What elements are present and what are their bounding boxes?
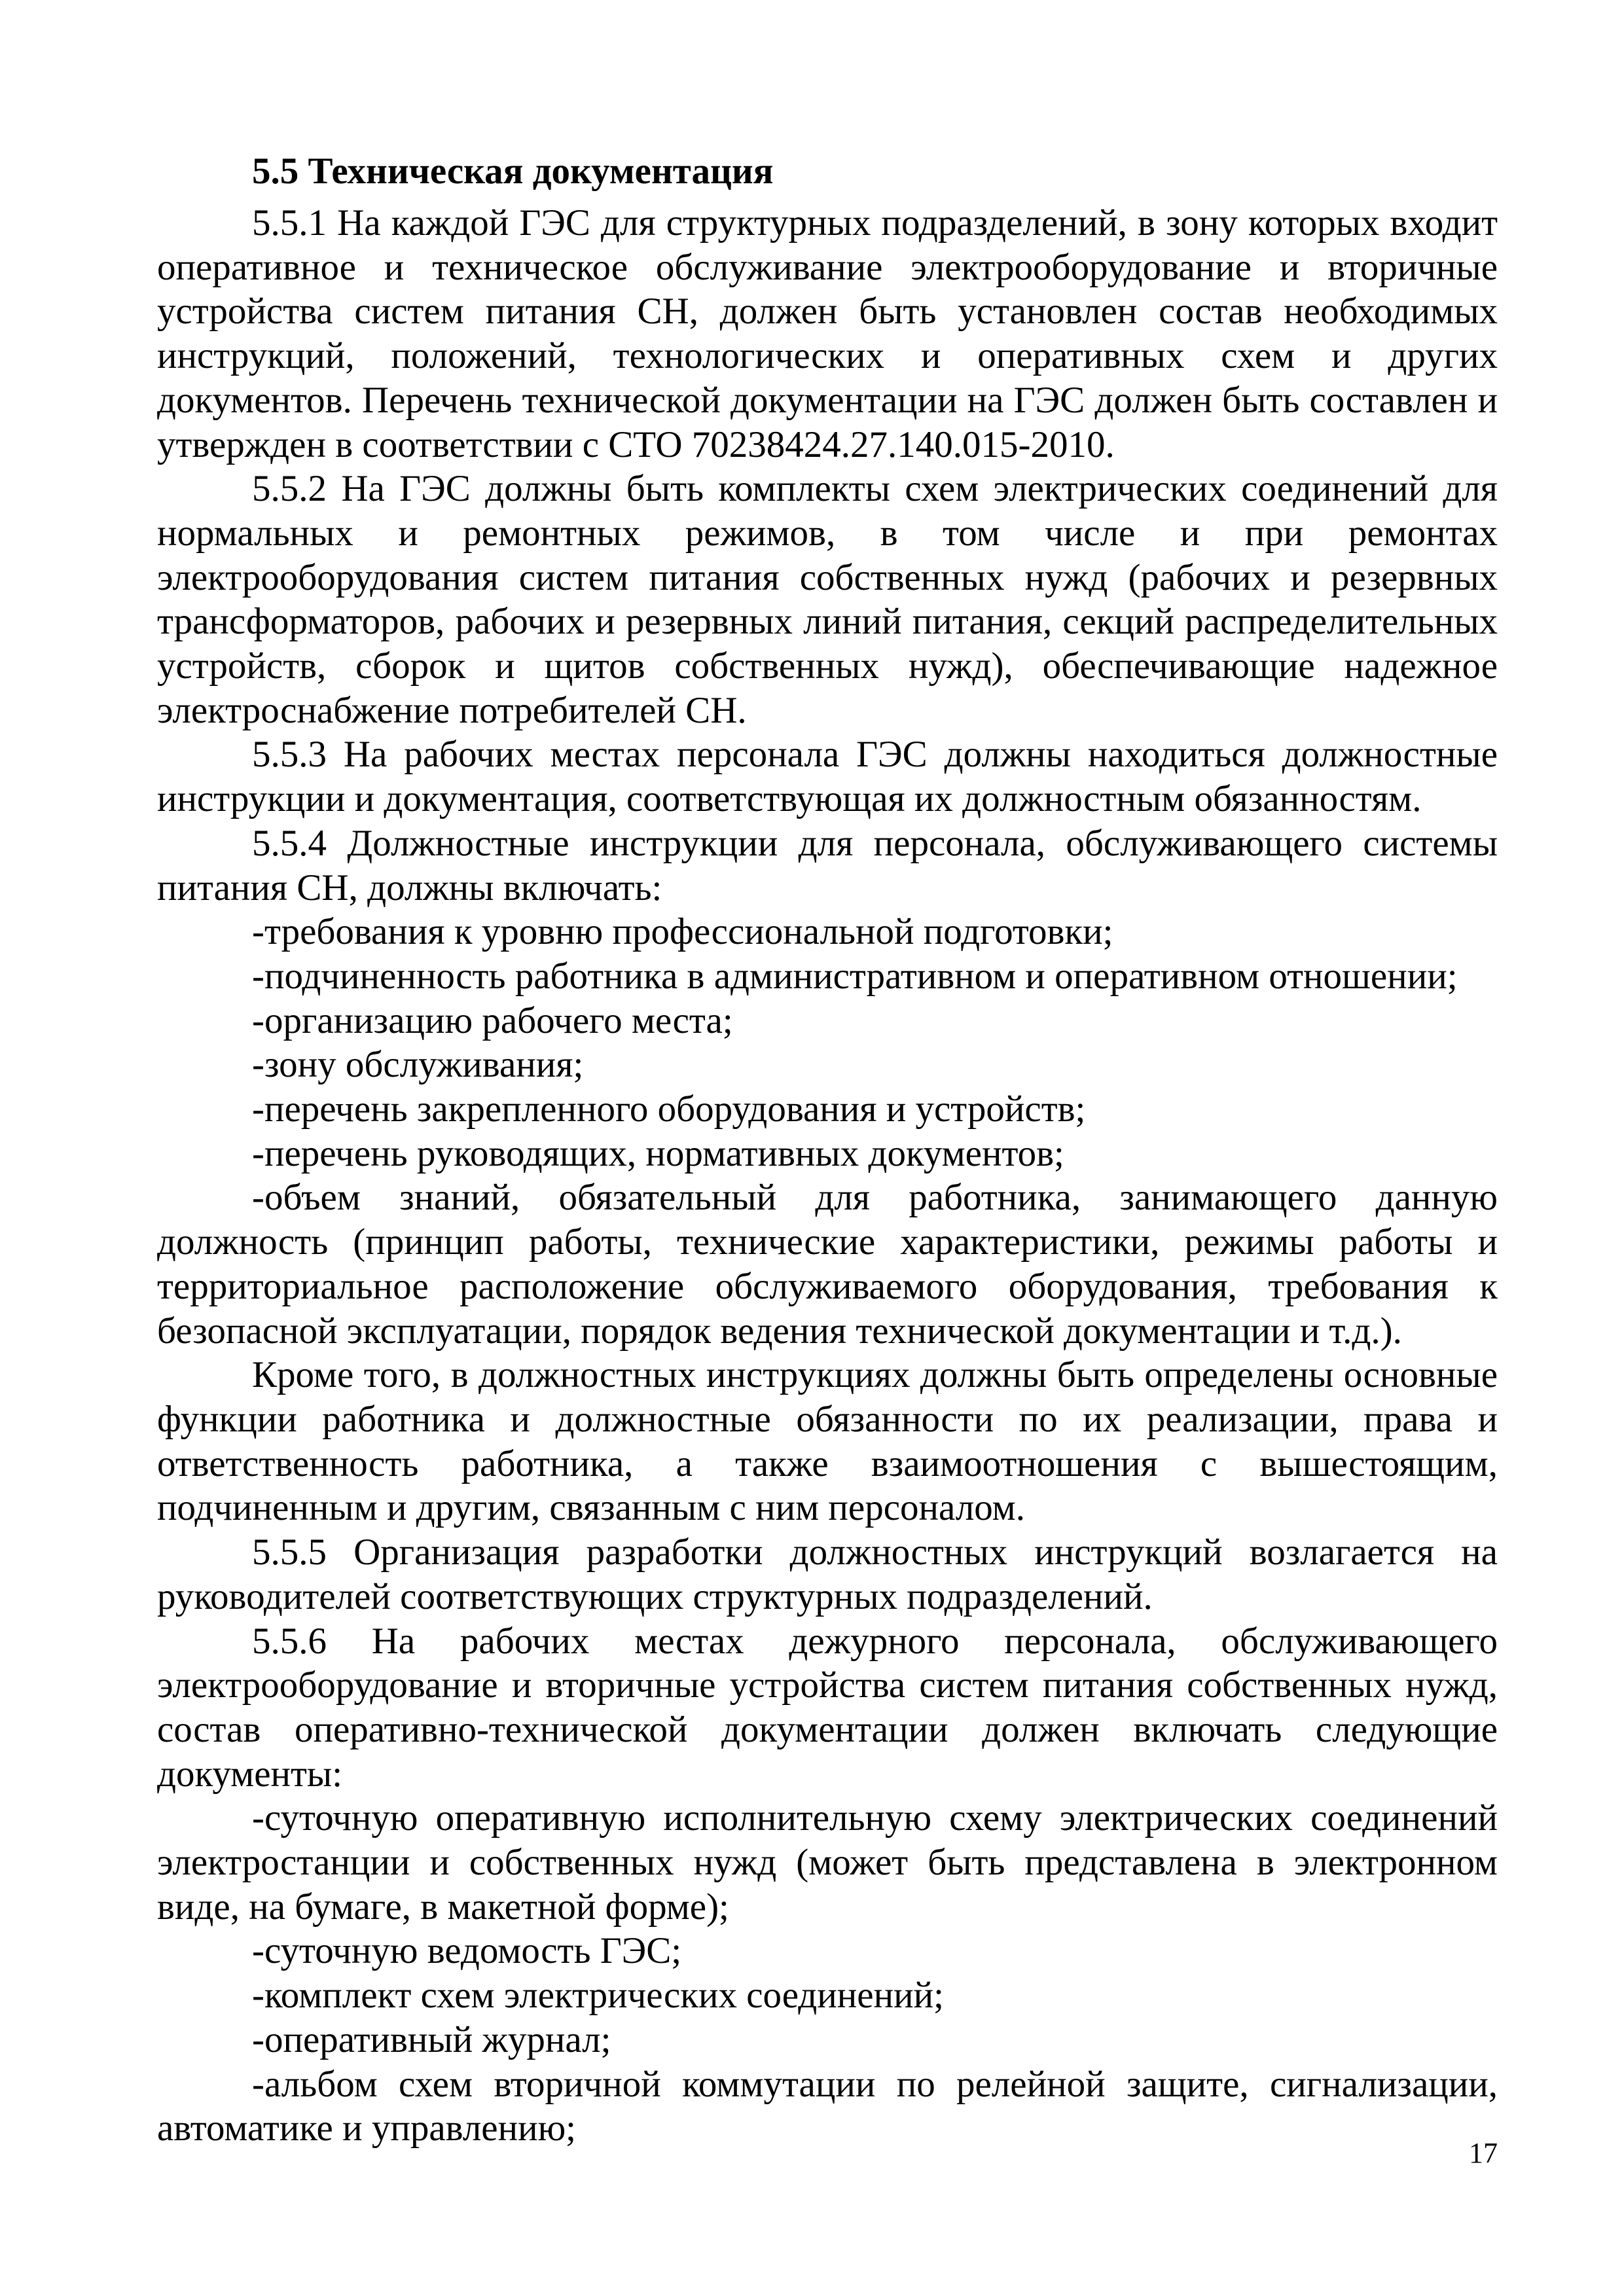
paragraph-additional: Кроме того, в должностных инструкциях должны быть определены основные функции работника и должностные обязанности по их реализации, права и ответственность работника, а также взаимоотношения с вышестоящим, подчиненным и другим, связанным с ним персоналом. [157, 1354, 1498, 1529]
paragraph-5-5-6: 5.5.6 На рабочих местах дежурного персонала, обслуживающего электрооборудование и вторичные устройства систем питания собственных нужд, состав оперативно-технической документации должен включать следующие документы: [157, 1620, 1498, 1795]
list-item: -оперативный журнал; [252, 2018, 611, 2060]
list-item: -суточную оперативную исполнительную схему электрических соединений электростанции и собственных нужд (может быть представлена в электронном виде, на бумаге, в макетной форме); [157, 1797, 1498, 1928]
page-body [157, 149, 1498, 2151]
list-item: -организацию рабочего места; [252, 999, 733, 1041]
list-item: -объем знаний, обязательный для работника, занимающего данную должность (принцип работы, технические характеристики, режимы работы и территориальное расположение обслуживаемого оборудования, требования к безопасной эксплуатации, порядок ведения технической документации и т.д.). [157, 1177, 1498, 1352]
list-item: -комплект схем электрических соединений; [252, 1975, 944, 2017]
section-heading: 5.5 Техническая документация [252, 151, 774, 192]
list-item: -альбом схем вторичной коммутации по релейной защите, сигнализации, автоматике и управлению; [157, 2063, 1498, 2149]
list-item: -перечень закрепленного оборудования и устройств; [252, 1088, 1086, 1130]
paragraph-5-5-3: 5.5.3 На рабочих местах персонала ГЭС должны находиться должностные инструкции и документация, соответствующая их должностным обязанностям. [157, 734, 1498, 820]
list-item: -суточную ведомость ГЭС; [252, 1930, 682, 1972]
paragraph-5-5-2: 5.5.2 На ГЭС должны быть комплекты схем электрических соединений для нормальных и ремонтных режимов, в том числе и при ремонтах электрооборудования систем питания собственных нужд (рабочих и резервных трансформаторов, рабочих и резервных линий питания, секций распределительных устройств, сборок и щитов собственных нужд), обеспечивающие надежное электроснабжение потребителей СН. [157, 468, 1498, 731]
paragraph-5-5-5: 5.5.5 Организация разработки должностных инструкций возлагается на руководителей соответствующих структурных подразделений. [157, 1532, 1498, 1617]
list-item: -перечень руководящих, нормативных документов; [252, 1132, 1064, 1174]
paragraph-5-5-4: 5.5.4 Должностные инструкции для персонала, обслуживающего системы питания СН, должны включать: [157, 822, 1498, 908]
list-item: -подчиненность работника в административном и оперативном отношении; [252, 955, 1458, 997]
paragraph-5-5-1: 5.5.1 На каждой ГЭС для структурных подразделений, в зону которых входит оперативное и техническое обслуживание электрооборудование и вторичные устройства систем питания СН, должен быть установлен состав необходимых инструкций, положений, технологических и оперативных схем и других документов. Перечень технической документации на ГЭС должен быть составлен и утвержден в соответствии с СТО 70238424.27.140.015-2010. [157, 202, 1498, 465]
list-item: -требования к уровню профессиональной подготовки; [252, 911, 1113, 953]
page-number: 17 [1469, 2137, 1498, 2169]
list-item: -зону обслуживания; [252, 1044, 584, 1086]
